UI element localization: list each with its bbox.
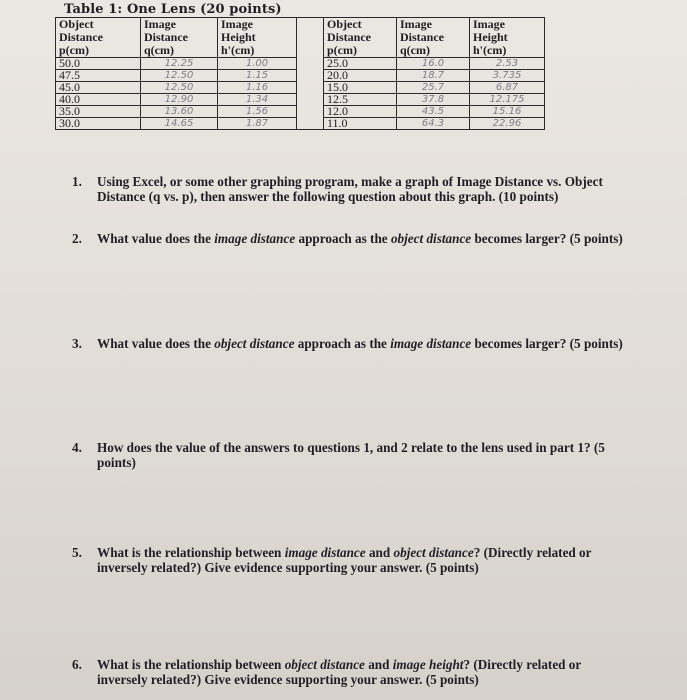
question-text: How does the value of the answers to questions 1, and 2 relate to the lens used in part 1? (5 points) (97, 440, 605, 470)
table-header-row (56, 18, 545, 58)
cell-image-height: 15.16 (470, 106, 545, 118)
cell-object-distance: 45.0 (56, 82, 141, 94)
cell-image-height: 3.735 (470, 70, 545, 82)
cell-image-distance: 12.50 (141, 82, 218, 94)
header-object-distance-left: Object Distance p(cm) (56, 18, 141, 58)
cell-object-distance: 20.0 (324, 70, 397, 82)
cell-image-distance: 12.50 (141, 70, 218, 82)
table-row (56, 94, 545, 106)
cell-object-distance: 30.0 (56, 118, 141, 130)
cell-object-distance: 35.0 (56, 106, 141, 118)
question-number: 2. (72, 231, 82, 246)
question-1 (72, 174, 632, 204)
cell-image-distance: 12.25 (141, 58, 218, 70)
question-text: What is the relationship between object distance and image height? (Directly related or inversely related?) Give evidence supporting your answer. (5 points) (97, 657, 582, 687)
question-number: 4. (72, 440, 82, 455)
question-4 (72, 440, 632, 470)
table-row (56, 70, 545, 82)
cell-object-distance: 47.5 (56, 70, 141, 82)
question-number: 1. (72, 174, 82, 189)
cell-image-height: 1.87 (218, 118, 297, 130)
question-text: What value does the object distance approach as the image distance becomes larger? (5 points) (97, 336, 623, 351)
cell-image-distance: 18.7 (397, 70, 470, 82)
cell-image-distance: 43.5 (397, 106, 470, 118)
cell-object-distance: 15.0 (324, 82, 397, 94)
cell-object-distance: 12.0 (324, 106, 397, 118)
table-gap (297, 18, 324, 58)
cell-object-distance: 50.0 (56, 58, 141, 70)
question-2 (72, 231, 632, 246)
table-row (56, 106, 545, 118)
question-5 (72, 545, 632, 575)
cell-image-height: 1.15 (218, 70, 297, 82)
cell-image-height: 12.175 (470, 94, 545, 106)
cell-image-distance: 16.0 (397, 58, 470, 70)
cell-object-distance: 11.0 (324, 118, 397, 130)
cell-image-height: 1.00 (218, 58, 297, 70)
table-row (56, 82, 545, 94)
header-image-height-left: Image Height h'(cm) (218, 18, 297, 58)
question-number: 3. (72, 336, 82, 351)
cell-image-distance: 37.8 (397, 94, 470, 106)
header-image-distance-right: Image Distance q(cm) (397, 18, 470, 58)
lens-data-table (55, 17, 545, 130)
cell-image-height: 2.53 (470, 58, 545, 70)
cell-image-height: 22.96 (470, 118, 545, 130)
cell-image-height: 1.16 (218, 82, 297, 94)
cell-image-distance: 64.3 (397, 118, 470, 130)
cell-image-height: 6.87 (470, 82, 545, 94)
question-text: What is the relationship between image distance and object distance? (Directly related or inversely related?) Give evidence supporting your answer. (5 points) (97, 545, 592, 575)
question-number: 5. (72, 545, 82, 560)
table-row (56, 58, 545, 70)
cell-image-distance: 25.7 (397, 82, 470, 94)
table-title: Table 1: One Lens (20 points) (64, 2, 282, 17)
cell-image-distance: 14.65 (141, 118, 218, 130)
header-image-height-right: Image Height h'(cm) (470, 18, 545, 58)
question-text: Using Excel, or some other graphing program, make a graph of Image Distance vs. Object Distance (q vs. p), then answer the following question about this graph. (10 points) (97, 174, 603, 204)
cell-image-distance: 12.90 (141, 94, 218, 106)
header-image-distance-left: Image Distance q(cm) (141, 18, 218, 58)
cell-image-distance: 13.60 (141, 106, 218, 118)
question-number: 6. (72, 657, 82, 672)
table-row (56, 118, 545, 130)
cell-image-height: 1.56 (218, 106, 297, 118)
question-6 (72, 657, 632, 687)
header-object-distance-right: Object Distance p(cm) (324, 18, 397, 58)
cell-object-distance: 40.0 (56, 94, 141, 106)
cell-object-distance: 25.0 (324, 58, 397, 70)
question-text: What value does the image distance approach as the object distance becomes larger? (5 points) (97, 231, 623, 246)
question-3 (72, 336, 632, 351)
cell-image-height: 1.34 (218, 94, 297, 106)
cell-object-distance: 12.5 (324, 94, 397, 106)
